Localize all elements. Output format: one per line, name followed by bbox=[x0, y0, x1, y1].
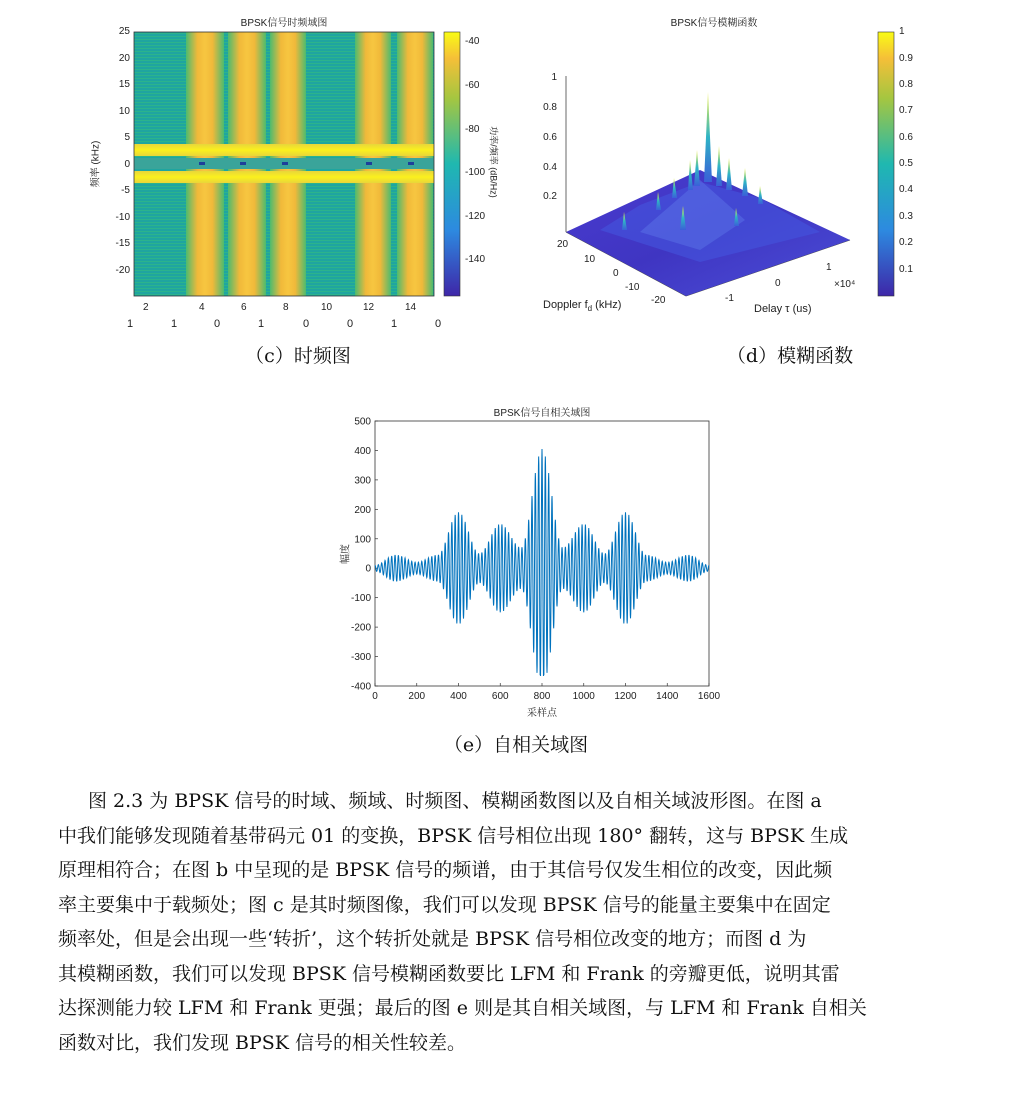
figure-d-title: BPSK信号模糊函数 bbox=[670, 18, 758, 29]
z-tick: 0.8 bbox=[543, 102, 557, 113]
delay-tick: 0 bbox=[775, 278, 781, 289]
body-paragraph bbox=[58, 784, 990, 1060]
bit-label: 0 bbox=[347, 318, 354, 330]
colorbar-tick: 0.6 bbox=[899, 132, 913, 143]
bit-label: 0 bbox=[435, 318, 442, 330]
y-tick-label: 200 bbox=[354, 504, 371, 516]
x-tick-label: 1200 bbox=[614, 691, 637, 702]
paragraph-line: 中我们能够发现随着基带码元 01 的变换，BPSK 信号相位出现 180° 翻转，这与 BPSK 生成 bbox=[58, 824, 849, 847]
bit-label: 0 bbox=[303, 318, 310, 330]
paragraph-line: 达探测能力较 LFM 和 Frank 更强；最后的图 e 则是其自相关域图，与 LFM 和 Frank 自相关 bbox=[58, 997, 867, 1019]
figure-d-delay-label: Delay τ (us) bbox=[754, 303, 812, 315]
figure-c-ylabel: 频率 (kHz) bbox=[90, 140, 102, 188]
figure-c-colorbar-label: 功率/频率 (dB/Hz) bbox=[488, 126, 499, 198]
bit-label: 0 bbox=[214, 318, 221, 330]
colorbar-tick: -80 bbox=[465, 124, 480, 135]
x-tick-label: 400 bbox=[450, 691, 467, 702]
x-tick-label: 0 bbox=[372, 691, 378, 702]
colorbar-tick: 0.4 bbox=[899, 184, 913, 195]
doppler-tick: 10 bbox=[584, 254, 596, 265]
delay-tick: -1 bbox=[725, 293, 734, 304]
y-tick: 20 bbox=[118, 53, 130, 64]
delay-tick: 1 bbox=[826, 262, 832, 273]
bit-label: 1 bbox=[171, 318, 178, 330]
x-tick: 8 bbox=[283, 302, 289, 313]
paragraph-line: 原理相符合；在图 b 中呈现的是 BPSK 信号的频谱，由于其信号仅发生相位的改变，因此频 bbox=[58, 859, 833, 881]
paragraph-line: 频率处，但是会出现一些‘转折’，这个转折处就是 BPSK 信号相位改变的地方；而图 d 为 bbox=[58, 928, 807, 950]
x-tick-label: 800 bbox=[533, 691, 551, 702]
x-tick-label: 1000 bbox=[572, 691, 595, 702]
y-tick: -5 bbox=[121, 185, 130, 196]
y-tick: 5 bbox=[124, 132, 130, 143]
y-tick-label: 400 bbox=[354, 445, 371, 457]
y-tick-label: 300 bbox=[354, 475, 371, 487]
colorbar-tick: -60 bbox=[465, 80, 480, 91]
colorbar-tick: 0.1 bbox=[899, 264, 913, 275]
colorbar-tick: 1 bbox=[899, 26, 905, 37]
x-tick: 10 bbox=[321, 302, 333, 313]
figure-c-caption: （c）时频图 bbox=[245, 345, 351, 367]
x-tick: 14 bbox=[405, 302, 417, 313]
doppler-label-sub: d bbox=[587, 304, 593, 314]
x-tick-label: 1600 bbox=[697, 691, 721, 702]
y-tick: -15 bbox=[115, 238, 130, 249]
chart-title: BPSK信号自相关域图 bbox=[493, 408, 591, 419]
z-tick: 1 bbox=[551, 72, 557, 83]
x-tick-label: 200 bbox=[408, 691, 426, 702]
y-tick-label: -300 bbox=[350, 652, 371, 664]
paragraph-line: 其模糊函数，我们可以发现 BPSK 信号模糊函数要比 LFM 和 Frank 的旁瓣更低，说明其雷 bbox=[58, 962, 840, 985]
bit-label: 1 bbox=[127, 318, 134, 330]
doppler-tick: 0 bbox=[613, 268, 619, 279]
y-tick: 10 bbox=[118, 106, 130, 117]
y-tick-label: 100 bbox=[354, 534, 371, 546]
figure-d-delay-exponent: ×10⁴ bbox=[834, 279, 856, 290]
y-tick-label: -100 bbox=[350, 593, 371, 605]
bit-label: 1 bbox=[258, 318, 265, 330]
y-tick: -20 bbox=[115, 265, 130, 276]
colorbar-tick: 0.9 bbox=[899, 53, 913, 64]
z-tick: 0.4 bbox=[543, 162, 557, 173]
y-tick-label: -200 bbox=[350, 622, 371, 634]
colorbar-tick: 0.8 bbox=[899, 79, 913, 90]
x-tick: 6 bbox=[241, 302, 247, 313]
chart-xlabel: 采样点 bbox=[527, 708, 557, 719]
figure-c-title: BPSK信号时频域图 bbox=[240, 18, 328, 29]
x-tick: 2 bbox=[143, 302, 149, 313]
x-tick: 4 bbox=[199, 302, 205, 313]
colorbar-tick: 0.5 bbox=[899, 158, 913, 169]
y-tick: 0 bbox=[124, 159, 130, 170]
doppler-label-text: Doppler f bbox=[543, 299, 588, 311]
chart-ylabel: 幅度 bbox=[340, 544, 352, 564]
x-tick-label: 600 bbox=[491, 691, 509, 702]
y-axis-ticks bbox=[351, 417, 378, 693]
bit-label: 1 bbox=[391, 318, 398, 330]
doppler-label-unit: (kHz) bbox=[592, 299, 622, 311]
colorbar-tick: -40 bbox=[465, 36, 480, 47]
z-tick: 0.2 bbox=[543, 191, 557, 202]
x-tick-label: 1400 bbox=[656, 691, 679, 702]
colorbar-tick: -120 bbox=[465, 211, 486, 222]
figure-e-caption: （e）自相关域图 bbox=[443, 734, 589, 756]
colorbar-tick: -140 bbox=[465, 254, 486, 265]
y-tick: 15 bbox=[118, 79, 130, 90]
doppler-tick: -10 bbox=[625, 282, 640, 293]
y-tick-label: 500 bbox=[354, 416, 371, 428]
doppler-tick: -20 bbox=[651, 295, 666, 306]
y-tick: -10 bbox=[115, 212, 130, 223]
colorbar-tick: 0.3 bbox=[899, 211, 913, 222]
colorbar-tick: 0.2 bbox=[899, 237, 913, 248]
doppler-tick: 20 bbox=[557, 239, 569, 250]
y-tick-label: 0 bbox=[365, 563, 371, 575]
x-tick: 12 bbox=[363, 302, 375, 313]
colorbar-tick: -100 bbox=[465, 167, 486, 178]
y-tick: 25 bbox=[118, 26, 130, 37]
paragraph-line: 率主要集中于载频处；图 c 是其时频图像，我们可以发现 BPSK 信号的能量主要集中在固定 bbox=[58, 893, 831, 916]
z-tick: 0.6 bbox=[543, 132, 557, 143]
paragraph-line: 图 2.3 为 BPSK 信号的时域、频域、时频图、模糊函数图以及自相关域波形图。在图 a bbox=[88, 790, 822, 812]
y-tick-label: -400 bbox=[350, 681, 371, 693]
figure-d-caption: （d）模糊函数 bbox=[726, 345, 854, 367]
colorbar-tick: 0.7 bbox=[899, 105, 913, 116]
paragraph-line: 函数对比，我们发现 BPSK 信号的相关性较差。 bbox=[58, 1031, 467, 1054]
